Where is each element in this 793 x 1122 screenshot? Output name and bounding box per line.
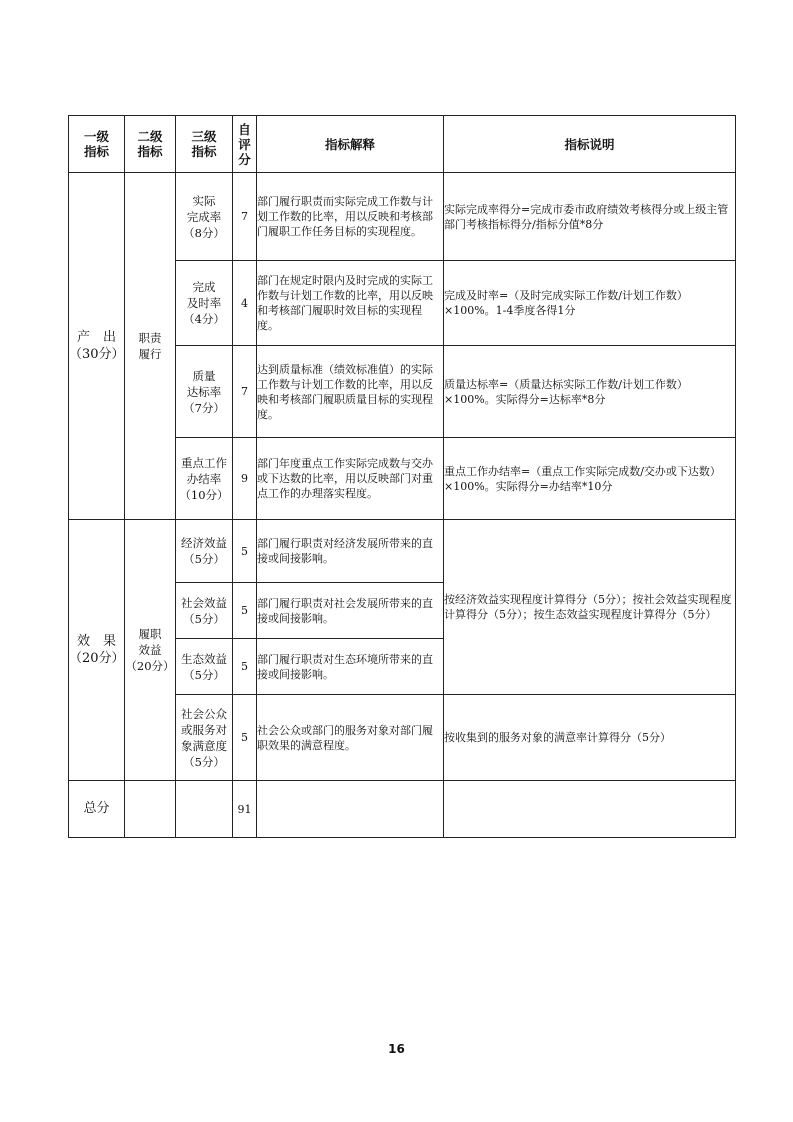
explain-cell: 部门履行职责对社会发展所带来的直接或间接影响。 <box>257 583 444 639</box>
table-row <box>69 173 736 261</box>
level3-cell: 生态效益 （5分） <box>176 639 233 695</box>
level3-cell: 社会公众 或服务对 象满意度 （5分） <box>176 695 233 781</box>
header-score: 自 评 分 <box>233 116 257 173</box>
level3-cell: 实际 完成率 （8分） <box>176 173 233 261</box>
total-row <box>69 781 736 838</box>
empty-cell <box>257 781 444 838</box>
header-row <box>69 116 736 173</box>
explain-cell: 部门履行职责对经济发展所带来的直接或间接影响。 <box>257 520 444 583</box>
output-level2: 职责 履行 <box>125 173 176 520</box>
empty-cell <box>444 781 736 838</box>
level3-cell: 完成 及时率 （4分） <box>176 261 233 346</box>
page-number: 16 <box>388 1042 405 1056</box>
effect-level2: 履职 效益 （20分） <box>125 520 176 781</box>
header-level3: 三级 指标 <box>176 116 233 173</box>
score-cell: 7 <box>233 346 257 438</box>
note-cell: 实际完成率得分=完成市委市政府绩效考核得分或上级主管部门考核指标得分/指标分值*8分 <box>444 173 736 261</box>
note-cell: 完成及时率=（及时完成实际工作数/计划工作数）×100%。1-4季度各得1分 <box>444 261 736 346</box>
output-level1: 产 出 （30分） <box>69 173 125 520</box>
score-cell: 7 <box>233 173 257 261</box>
header-note: 指标说明 <box>444 116 736 173</box>
effect-level1: 效 果 （20分） <box>69 520 125 781</box>
level3-cell: 质量 达标率 （7分） <box>176 346 233 438</box>
total-score: 91 <box>233 781 257 838</box>
evaluation-table <box>68 115 736 838</box>
explain-cell: 社会公众或部门的服务对象对部门履职效果的满意程度。 <box>257 695 444 781</box>
explain-cell: 部门履行职责对生态环境所带来的直接或间接影响。 <box>257 639 444 695</box>
level3-cell: 经济效益 （5分） <box>176 520 233 583</box>
header-level2: 二级 指标 <box>125 116 176 173</box>
level3-cell: 重点工作 办结率 （10分） <box>176 438 233 520</box>
score-cell: 5 <box>233 583 257 639</box>
total-label: 总分 <box>69 781 125 838</box>
explain-cell: 部门年度重点工作实际完成数与交办或下达数的比率，用以反映部门对重点工作的办理落实程度。 <box>257 438 444 520</box>
level3-cell: 社会效益 （5分） <box>176 583 233 639</box>
score-cell: 5 <box>233 639 257 695</box>
note-cell: 重点工作办结率=（重点工作实际完成数/交办或下达数）×100%。实际得分=办结率*10分 <box>444 438 736 520</box>
score-cell: 9 <box>233 438 257 520</box>
explain-cell: 部门履行职责而实际完成工作数与计划工作数的比率，用以反映和考核部门履职工作任务目标的实现程度。 <box>257 173 444 261</box>
empty-cell <box>176 781 233 838</box>
explain-cell: 达到质量标准（绩效标准值）的实际工作数与计划工作数的比率，用以反映和考核部门履职质量目标的实现程度。 <box>257 346 444 438</box>
satisfaction-note-cell: 按收集到的服务对象的满意率计算得分（5分） <box>444 695 736 781</box>
score-cell: 5 <box>233 695 257 781</box>
score-cell: 4 <box>233 261 257 346</box>
merged-note-cell: 按经济效益实现程度计算得分（5分）；按社会效益实现程度计算得分（5分）；按生态效益实现程度计算得分（5分） <box>444 520 736 695</box>
header-level1: 一级 指标 <box>69 116 125 173</box>
header-explain: 指标解释 <box>257 116 444 173</box>
empty-cell <box>125 781 176 838</box>
table-row <box>69 520 736 583</box>
score-cell: 5 <box>233 520 257 583</box>
explain-cell: 部门在规定时限内及时完成的实际工作数与计划工作数的比率，用以反映和考核部门履职时效目标的实现程度。 <box>257 261 444 346</box>
note-cell: 质量达标率=（质量达标实际工作数/计划工作数）×100%。实际得分=达标率*8分 <box>444 346 736 438</box>
